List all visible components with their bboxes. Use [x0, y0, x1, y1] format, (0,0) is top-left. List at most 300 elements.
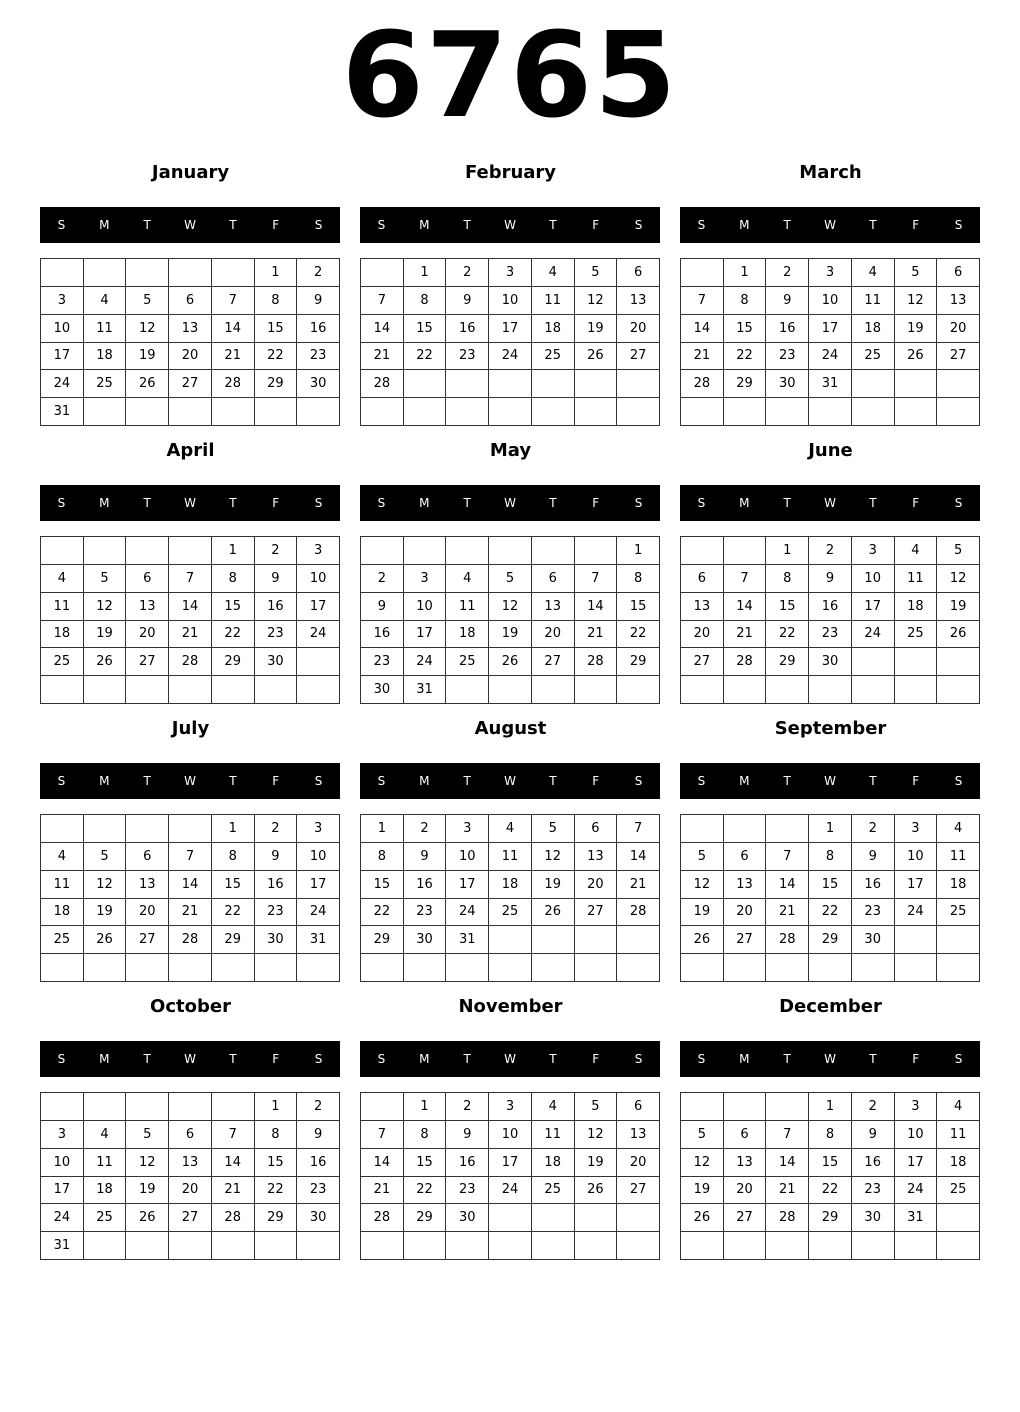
weekday-label: M [99, 1052, 110, 1066]
day-cell: 2 [297, 1093, 340, 1121]
day-cell [724, 954, 767, 982]
day-cell [297, 954, 340, 982]
day-cell: 15 [212, 593, 255, 621]
weekday-header [360, 763, 660, 799]
day-cell [532, 398, 575, 426]
day-cell [212, 954, 255, 982]
day-cell: 5 [126, 287, 169, 315]
day-cell: 7 [681, 287, 724, 315]
weekday-label: F [272, 774, 280, 788]
day-cell: 3 [297, 537, 340, 565]
weekday-header [680, 1041, 980, 1077]
day-cell [575, 370, 618, 398]
day-cell: 5 [937, 537, 980, 565]
day-cell: 3 [809, 259, 852, 287]
day-cell: 17 [809, 315, 852, 343]
day-cell: 12 [575, 1121, 618, 1149]
day-cell: 11 [937, 1121, 980, 1149]
day-cell: 9 [361, 593, 404, 621]
day-cell [489, 676, 532, 704]
day-cell: 10 [297, 843, 340, 871]
day-cell: 17 [852, 593, 895, 621]
day-cell: 9 [404, 843, 447, 871]
day-cell [937, 648, 980, 676]
day-cell: 13 [724, 871, 767, 899]
day-cell [895, 398, 938, 426]
day-cell: 2 [255, 537, 298, 565]
day-cell [617, 370, 660, 398]
day-cell [681, 398, 724, 426]
day-cell: 11 [41, 871, 84, 899]
day-cell: 22 [809, 899, 852, 927]
weekday-label: S [314, 1052, 323, 1066]
weekday-label: W [824, 1052, 836, 1066]
day-cell: 11 [84, 315, 127, 343]
weekday-label: M [419, 496, 430, 510]
day-cell [532, 926, 575, 954]
day-cell: 9 [766, 287, 809, 315]
day-cell: 1 [255, 259, 298, 287]
day-cell: 25 [532, 1177, 575, 1205]
day-cell: 31 [297, 926, 340, 954]
weekday-label: M [99, 496, 110, 510]
day-cell: 3 [446, 815, 489, 843]
day-cell [575, 1232, 618, 1260]
day-cell [404, 954, 447, 982]
day-cell: 19 [895, 315, 938, 343]
day-cell [766, 676, 809, 704]
day-cell: 1 [404, 259, 447, 287]
day-cell: 31 [41, 398, 84, 426]
day-cell: 25 [41, 648, 84, 676]
day-cell: 11 [41, 593, 84, 621]
day-cell: 30 [852, 926, 895, 954]
day-cell [446, 954, 489, 982]
day-cell: 10 [404, 593, 447, 621]
day-cell: 24 [297, 899, 340, 927]
day-cell [937, 926, 980, 954]
day-cell: 25 [852, 343, 895, 371]
day-cell: 15 [809, 1149, 852, 1177]
day-cell: 19 [681, 1177, 724, 1205]
weekday-label: S [634, 218, 643, 232]
day-cell: 13 [681, 593, 724, 621]
day-cell: 19 [532, 871, 575, 899]
day-cell [937, 1232, 980, 1260]
day-cell: 13 [575, 843, 618, 871]
day-cell: 25 [937, 1177, 980, 1205]
day-cell: 4 [937, 1093, 980, 1121]
weekday-header [360, 485, 660, 521]
day-cell: 2 [446, 259, 489, 287]
day-cell: 21 [766, 1177, 809, 1205]
day-cell: 14 [169, 593, 212, 621]
day-cell [361, 259, 404, 287]
day-cell: 29 [617, 648, 660, 676]
day-cell: 14 [212, 315, 255, 343]
day-cell: 24 [446, 899, 489, 927]
day-cell: 19 [84, 621, 127, 649]
day-cell: 7 [724, 565, 767, 593]
day-cell: 30 [404, 926, 447, 954]
day-cell: 13 [126, 871, 169, 899]
day-cell [895, 926, 938, 954]
weekday-label: W [184, 496, 196, 510]
weekday-label: T [143, 496, 151, 510]
weekday-label: T [229, 774, 237, 788]
day-cell [404, 398, 447, 426]
day-cell: 10 [297, 565, 340, 593]
day-cell: 2 [255, 815, 298, 843]
month-name: September [774, 718, 887, 739]
day-cell [575, 954, 618, 982]
day-cell [617, 1232, 660, 1260]
day-cell [169, 815, 212, 843]
day-cell: 17 [297, 871, 340, 899]
day-cell: 24 [895, 1177, 938, 1205]
weekday-label: S [314, 774, 323, 788]
day-cell: 4 [446, 565, 489, 593]
day-cell [575, 1204, 618, 1232]
day-cell: 29 [809, 926, 852, 954]
day-cell: 21 [575, 621, 618, 649]
day-cell: 2 [809, 537, 852, 565]
day-cell [446, 676, 489, 704]
day-cell: 20 [126, 899, 169, 927]
day-cell [361, 398, 404, 426]
day-cell: 18 [84, 1177, 127, 1205]
day-cell: 4 [895, 537, 938, 565]
day-cell: 16 [297, 315, 340, 343]
day-cell: 18 [532, 315, 575, 343]
day-cell: 9 [446, 287, 489, 315]
day-cell: 21 [169, 621, 212, 649]
day-cell: 6 [169, 287, 212, 315]
day-cell: 26 [681, 926, 724, 954]
weekday-label: F [272, 218, 280, 232]
day-cell: 17 [404, 621, 447, 649]
day-cell [126, 398, 169, 426]
day-cell: 17 [489, 315, 532, 343]
day-cell [212, 676, 255, 704]
day-cell: 22 [212, 899, 255, 927]
day-cell: 23 [809, 621, 852, 649]
day-cell: 18 [446, 621, 489, 649]
month-name: October [150, 996, 231, 1017]
day-cell: 28 [681, 370, 724, 398]
day-cell [617, 1204, 660, 1232]
day-cell [255, 954, 298, 982]
day-cell [126, 676, 169, 704]
weekday-header [360, 207, 660, 243]
day-cell [937, 370, 980, 398]
day-cell: 20 [126, 621, 169, 649]
weekday-label: W [824, 496, 836, 510]
day-cell: 28 [169, 926, 212, 954]
day-cell: 8 [809, 843, 852, 871]
day-cell: 7 [169, 843, 212, 871]
day-cell [681, 259, 724, 287]
day-cell [809, 1232, 852, 1260]
weekday-label: T [143, 774, 151, 788]
day-cell [169, 398, 212, 426]
day-cell: 11 [937, 843, 980, 871]
weekday-label: T [229, 1052, 237, 1066]
weekday-label: M [99, 218, 110, 232]
day-cell: 19 [489, 621, 532, 649]
day-cell: 5 [681, 843, 724, 871]
day-cell: 5 [84, 565, 127, 593]
day-cell [617, 926, 660, 954]
day-cell: 5 [895, 259, 938, 287]
day-cell: 6 [681, 565, 724, 593]
day-cell: 28 [617, 899, 660, 927]
day-cell: 25 [84, 370, 127, 398]
day-cell: 4 [41, 843, 84, 871]
day-cell: 18 [937, 871, 980, 899]
day-cell: 29 [361, 926, 404, 954]
day-cell [84, 537, 127, 565]
day-cell: 6 [575, 815, 618, 843]
day-cell: 11 [446, 593, 489, 621]
day-cell: 19 [575, 315, 618, 343]
day-cell: 24 [809, 343, 852, 371]
day-cell [852, 954, 895, 982]
weekday-label: T [549, 496, 557, 510]
day-cell: 22 [361, 899, 404, 927]
day-cell: 30 [297, 1204, 340, 1232]
day-cell: 12 [126, 1149, 169, 1177]
day-cell [575, 398, 618, 426]
month-name: July [171, 718, 210, 739]
day-cell: 18 [489, 871, 532, 899]
weekday-label: F [912, 496, 920, 510]
weekday-label: M [739, 218, 750, 232]
day-cell [212, 398, 255, 426]
day-cell [489, 954, 532, 982]
day-cell [84, 398, 127, 426]
day-cell [681, 676, 724, 704]
day-cell: 31 [895, 1204, 938, 1232]
weekday-label: F [272, 496, 280, 510]
day-cell: 13 [169, 315, 212, 343]
day-cell: 14 [169, 871, 212, 899]
day-cell: 10 [489, 287, 532, 315]
weekday-label: S [314, 496, 323, 510]
day-cell: 23 [852, 899, 895, 927]
day-cell [446, 370, 489, 398]
day-cell: 8 [724, 287, 767, 315]
day-cell: 24 [852, 621, 895, 649]
day-cell: 3 [404, 565, 447, 593]
day-cell: 30 [809, 648, 852, 676]
day-cell [489, 537, 532, 565]
day-cell [446, 537, 489, 565]
day-grid [360, 258, 660, 426]
day-cell: 10 [809, 287, 852, 315]
month-name: November [458, 996, 563, 1017]
day-cell: 9 [809, 565, 852, 593]
day-cell: 24 [489, 1177, 532, 1205]
day-cell: 3 [297, 815, 340, 843]
day-cell: 4 [84, 287, 127, 315]
weekday-label: S [697, 774, 706, 788]
day-cell [126, 1093, 169, 1121]
day-cell: 5 [681, 1121, 724, 1149]
day-cell: 9 [446, 1121, 489, 1149]
weekday-label: T [463, 496, 471, 510]
day-cell: 17 [446, 871, 489, 899]
month-name: April [166, 440, 215, 461]
day-cell: 28 [212, 1204, 255, 1232]
day-cell [681, 1232, 724, 1260]
day-cell: 1 [255, 1093, 298, 1121]
day-cell: 21 [212, 343, 255, 371]
day-cell: 28 [724, 648, 767, 676]
day-cell [297, 648, 340, 676]
day-cell: 21 [361, 343, 404, 371]
day-cell [297, 676, 340, 704]
weekday-label: M [739, 496, 750, 510]
year-title: 6765 [341, 6, 679, 144]
day-cell: 31 [446, 926, 489, 954]
day-cell: 29 [766, 648, 809, 676]
day-cell: 14 [361, 315, 404, 343]
day-cell: 21 [681, 343, 724, 371]
day-grid [680, 536, 980, 704]
day-cell: 22 [255, 343, 298, 371]
day-cell: 29 [404, 1204, 447, 1232]
day-cell: 3 [41, 287, 84, 315]
day-cell [84, 259, 127, 287]
day-cell: 9 [852, 1121, 895, 1149]
day-grid [360, 1092, 660, 1260]
day-cell [809, 954, 852, 982]
day-cell [84, 676, 127, 704]
day-cell [895, 676, 938, 704]
day-cell: 6 [724, 843, 767, 871]
day-cell [126, 537, 169, 565]
day-cell: 8 [766, 565, 809, 593]
day-cell: 30 [361, 676, 404, 704]
weekday-label: T [783, 1052, 791, 1066]
day-cell: 28 [575, 648, 618, 676]
day-cell: 22 [404, 1177, 447, 1205]
day-cell [361, 1093, 404, 1121]
day-cell [681, 954, 724, 982]
day-cell [617, 954, 660, 982]
day-cell: 16 [766, 315, 809, 343]
day-cell [169, 537, 212, 565]
day-cell: 9 [297, 1121, 340, 1149]
day-cell [489, 926, 532, 954]
weekday-label: W [504, 218, 516, 232]
day-cell [361, 537, 404, 565]
day-cell: 22 [212, 621, 255, 649]
day-cell: 19 [84, 899, 127, 927]
day-cell [766, 1232, 809, 1260]
day-cell: 19 [126, 1177, 169, 1205]
day-cell: 12 [126, 315, 169, 343]
month-name: June [808, 440, 853, 461]
weekday-label: S [634, 774, 643, 788]
weekday-label: T [549, 218, 557, 232]
day-grid [40, 1092, 340, 1260]
day-cell: 23 [297, 343, 340, 371]
day-cell [126, 259, 169, 287]
day-cell: 14 [681, 315, 724, 343]
day-cell [895, 954, 938, 982]
day-cell [297, 398, 340, 426]
day-grid [680, 258, 980, 426]
day-cell: 24 [297, 621, 340, 649]
day-cell: 4 [41, 565, 84, 593]
day-cell: 20 [937, 315, 980, 343]
day-cell [212, 1232, 255, 1260]
day-cell: 29 [724, 370, 767, 398]
weekday-label: F [912, 774, 920, 788]
day-cell: 19 [937, 593, 980, 621]
day-cell: 8 [212, 843, 255, 871]
day-cell: 2 [361, 565, 404, 593]
day-cell: 8 [404, 1121, 447, 1149]
day-cell: 23 [255, 621, 298, 649]
day-cell: 27 [724, 926, 767, 954]
day-cell: 1 [404, 1093, 447, 1121]
day-cell: 8 [361, 843, 404, 871]
day-cell [895, 370, 938, 398]
day-cell: 15 [255, 315, 298, 343]
day-cell: 23 [446, 1177, 489, 1205]
weekday-label: M [419, 774, 430, 788]
day-cell: 20 [617, 315, 660, 343]
day-cell: 30 [255, 926, 298, 954]
weekday-label: S [634, 1052, 643, 1066]
day-grid [40, 814, 340, 982]
day-cell [724, 398, 767, 426]
day-cell: 6 [617, 259, 660, 287]
day-cell: 16 [446, 315, 489, 343]
day-cell: 28 [212, 370, 255, 398]
day-cell: 25 [446, 648, 489, 676]
day-cell: 16 [446, 1149, 489, 1177]
day-cell [489, 1204, 532, 1232]
day-cell: 20 [724, 899, 767, 927]
day-cell [169, 1093, 212, 1121]
day-cell [852, 1232, 895, 1260]
day-cell: 28 [361, 370, 404, 398]
day-cell: 6 [126, 565, 169, 593]
weekday-label: T [463, 1052, 471, 1066]
day-cell [809, 398, 852, 426]
month-name: May [489, 440, 532, 461]
day-cell [361, 1232, 404, 1260]
day-cell [617, 676, 660, 704]
day-cell [41, 815, 84, 843]
day-cell: 24 [895, 899, 938, 927]
day-cell: 9 [255, 843, 298, 871]
day-cell: 7 [617, 815, 660, 843]
day-cell: 11 [489, 843, 532, 871]
day-cell: 1 [212, 537, 255, 565]
day-cell: 5 [575, 1093, 618, 1121]
day-grid [680, 1092, 980, 1260]
day-cell: 11 [532, 1121, 575, 1149]
day-cell: 21 [617, 871, 660, 899]
day-cell [681, 1093, 724, 1121]
day-cell [169, 954, 212, 982]
day-cell [255, 676, 298, 704]
